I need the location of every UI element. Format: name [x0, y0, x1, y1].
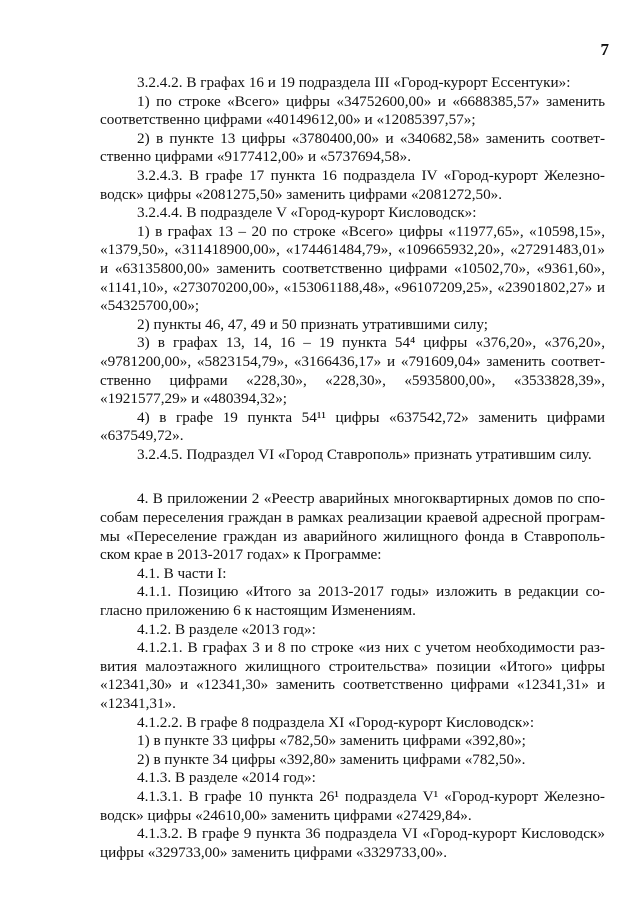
text-line: водск» цифры «2081275,50» заменить цифрами «2081272,50». [100, 185, 503, 203]
text-line: 4.1.2.1. В графах 3 и 8 по строке «из них с учетом необходимости раз- [137, 639, 605, 657]
text-line: собам переселения граждан в рамках реализации краевой адресной програм- [100, 509, 605, 527]
text-line: 4.1.3.2. В графе 9 пункта 36 подраздела VI «Город-курорт Кисловодск» [137, 825, 605, 843]
text-line: водск» цифры «24610,00» заменить цифрами «27429,84». [100, 806, 472, 824]
text-line: мы «Переселение граждан из аварийного жилищного фонда в Ставрополь- [100, 527, 605, 545]
text-line: «54325700,00»; [100, 297, 200, 315]
text-line: 2) пункты 46, 47, 49 и 50 признать утратившими силу; [137, 315, 488, 333]
text-line: 3.2.4.2. В графах 16 и 19 подраздела III «Город-курорт Ессентуки»: [137, 74, 571, 91]
text-line: ственно цифрами «9177412,00» и «5737694,58». [100, 148, 411, 166]
text-line: 2) в пункте 34 цифры «392,80» заменить цифрами «782,50». [137, 750, 526, 768]
text-line: «12341,30» и «12341,30» заменить соответственно цифрами «12341,31» и [100, 676, 605, 694]
text-line: 4.1.1. Позицию «Итого за 2013-2017 годы» изложить в редакции со- [137, 583, 605, 601]
text-line: соответственно цифрами «40149612,00» и «12085397,57»; [100, 111, 476, 129]
text-line: 1) по строке «Всего» цифры «34752600,00» и «6688385,57» заменить [137, 92, 605, 110]
text-line: ственно цифрами «228,30», «228,30», «5935800,00», «3533828,39», [100, 371, 605, 389]
text-line: 4.1.3. В разделе «2014 год»: [137, 769, 316, 787]
page-number: 7 [600, 40, 609, 59]
text-line: 2) в пункте 13 цифры «3780400,00» и «340682,58» заменить соответ- [137, 129, 605, 147]
text-line: 4.1.2. В разделе «2013 год»: [137, 620, 316, 638]
text-line: 3.2.4.3. В графе 17 пункта 16 подраздела IV «Город-курорт Железно- [137, 166, 605, 184]
text-line: 4.1. В части I: [137, 564, 227, 582]
text-line: и «63135800,00» заменить соответственно цифрами «10502,70», «9361,60», [100, 259, 605, 277]
text-line: 4. В приложении 2 «Реестр аварийных многоквартирных домов по спо- [137, 490, 605, 508]
text-line: 4.1.3.1. В графе 10 пункта 26¹ подраздела V¹ «Город-курорт Железно- [137, 787, 605, 805]
text-line: 1) в пункте 33 цифры «782,50» заменить цифрами «392,80»; [137, 732, 526, 750]
text-line: цифры «329733,00» заменить цифрами «3329733,00». [100, 843, 448, 861]
text-line: «1141,10», «273070200,00», «153061188,48», «96107209,25», «23901802,27» и [100, 278, 605, 296]
text-line: «12341,31». [100, 695, 176, 712]
text-line: 3.2.4.5. Подраздел VI «Город Ставрополь» признать утратившим силу. [137, 445, 592, 463]
paragraph-gap [100, 464, 605, 490]
text-line: «637549,72». [100, 427, 184, 445]
text-line: ском крае в 2013-2017 годах» к Программе: [100, 546, 382, 564]
text-line: 3.2.4.4. В подразделе V «Город-курорт Кисловодск»: [137, 204, 477, 222]
text-line: 4.1.2.2. В графе 8 подраздела XI «Город-курорт Кисловодск»: [137, 713, 535, 731]
text-line: 1) в графах 13 – 20 по строке «Всего» цифры «11977,65», «10598,15», [137, 222, 605, 240]
text-line: вития малоэтажного жилищного строительства» позиции «Итого» цифры [100, 657, 605, 675]
text-line: гласно приложению 6 к настоящим Изменениям. [100, 602, 416, 620]
text-line: 4) в графе 19 пункта 54¹¹ цифры «637542,72» заменить цифрами [137, 408, 605, 426]
text-line: 3) в графах 13, 14, 16 – 19 пункта 54⁴ цифры «376,20», «376,20», [137, 334, 605, 352]
text-line: «1921577,29» и «480394,32»; [100, 390, 288, 408]
text-line: «1379,50», «311418900,00», «174461484,79», «109665932,20», «27291483,01» [100, 241, 605, 259]
document-body [100, 74, 605, 862]
text-line: «9781200,00», «5823154,79», «3166436,17» и «791609,04» заменить соответ- [100, 352, 605, 370]
